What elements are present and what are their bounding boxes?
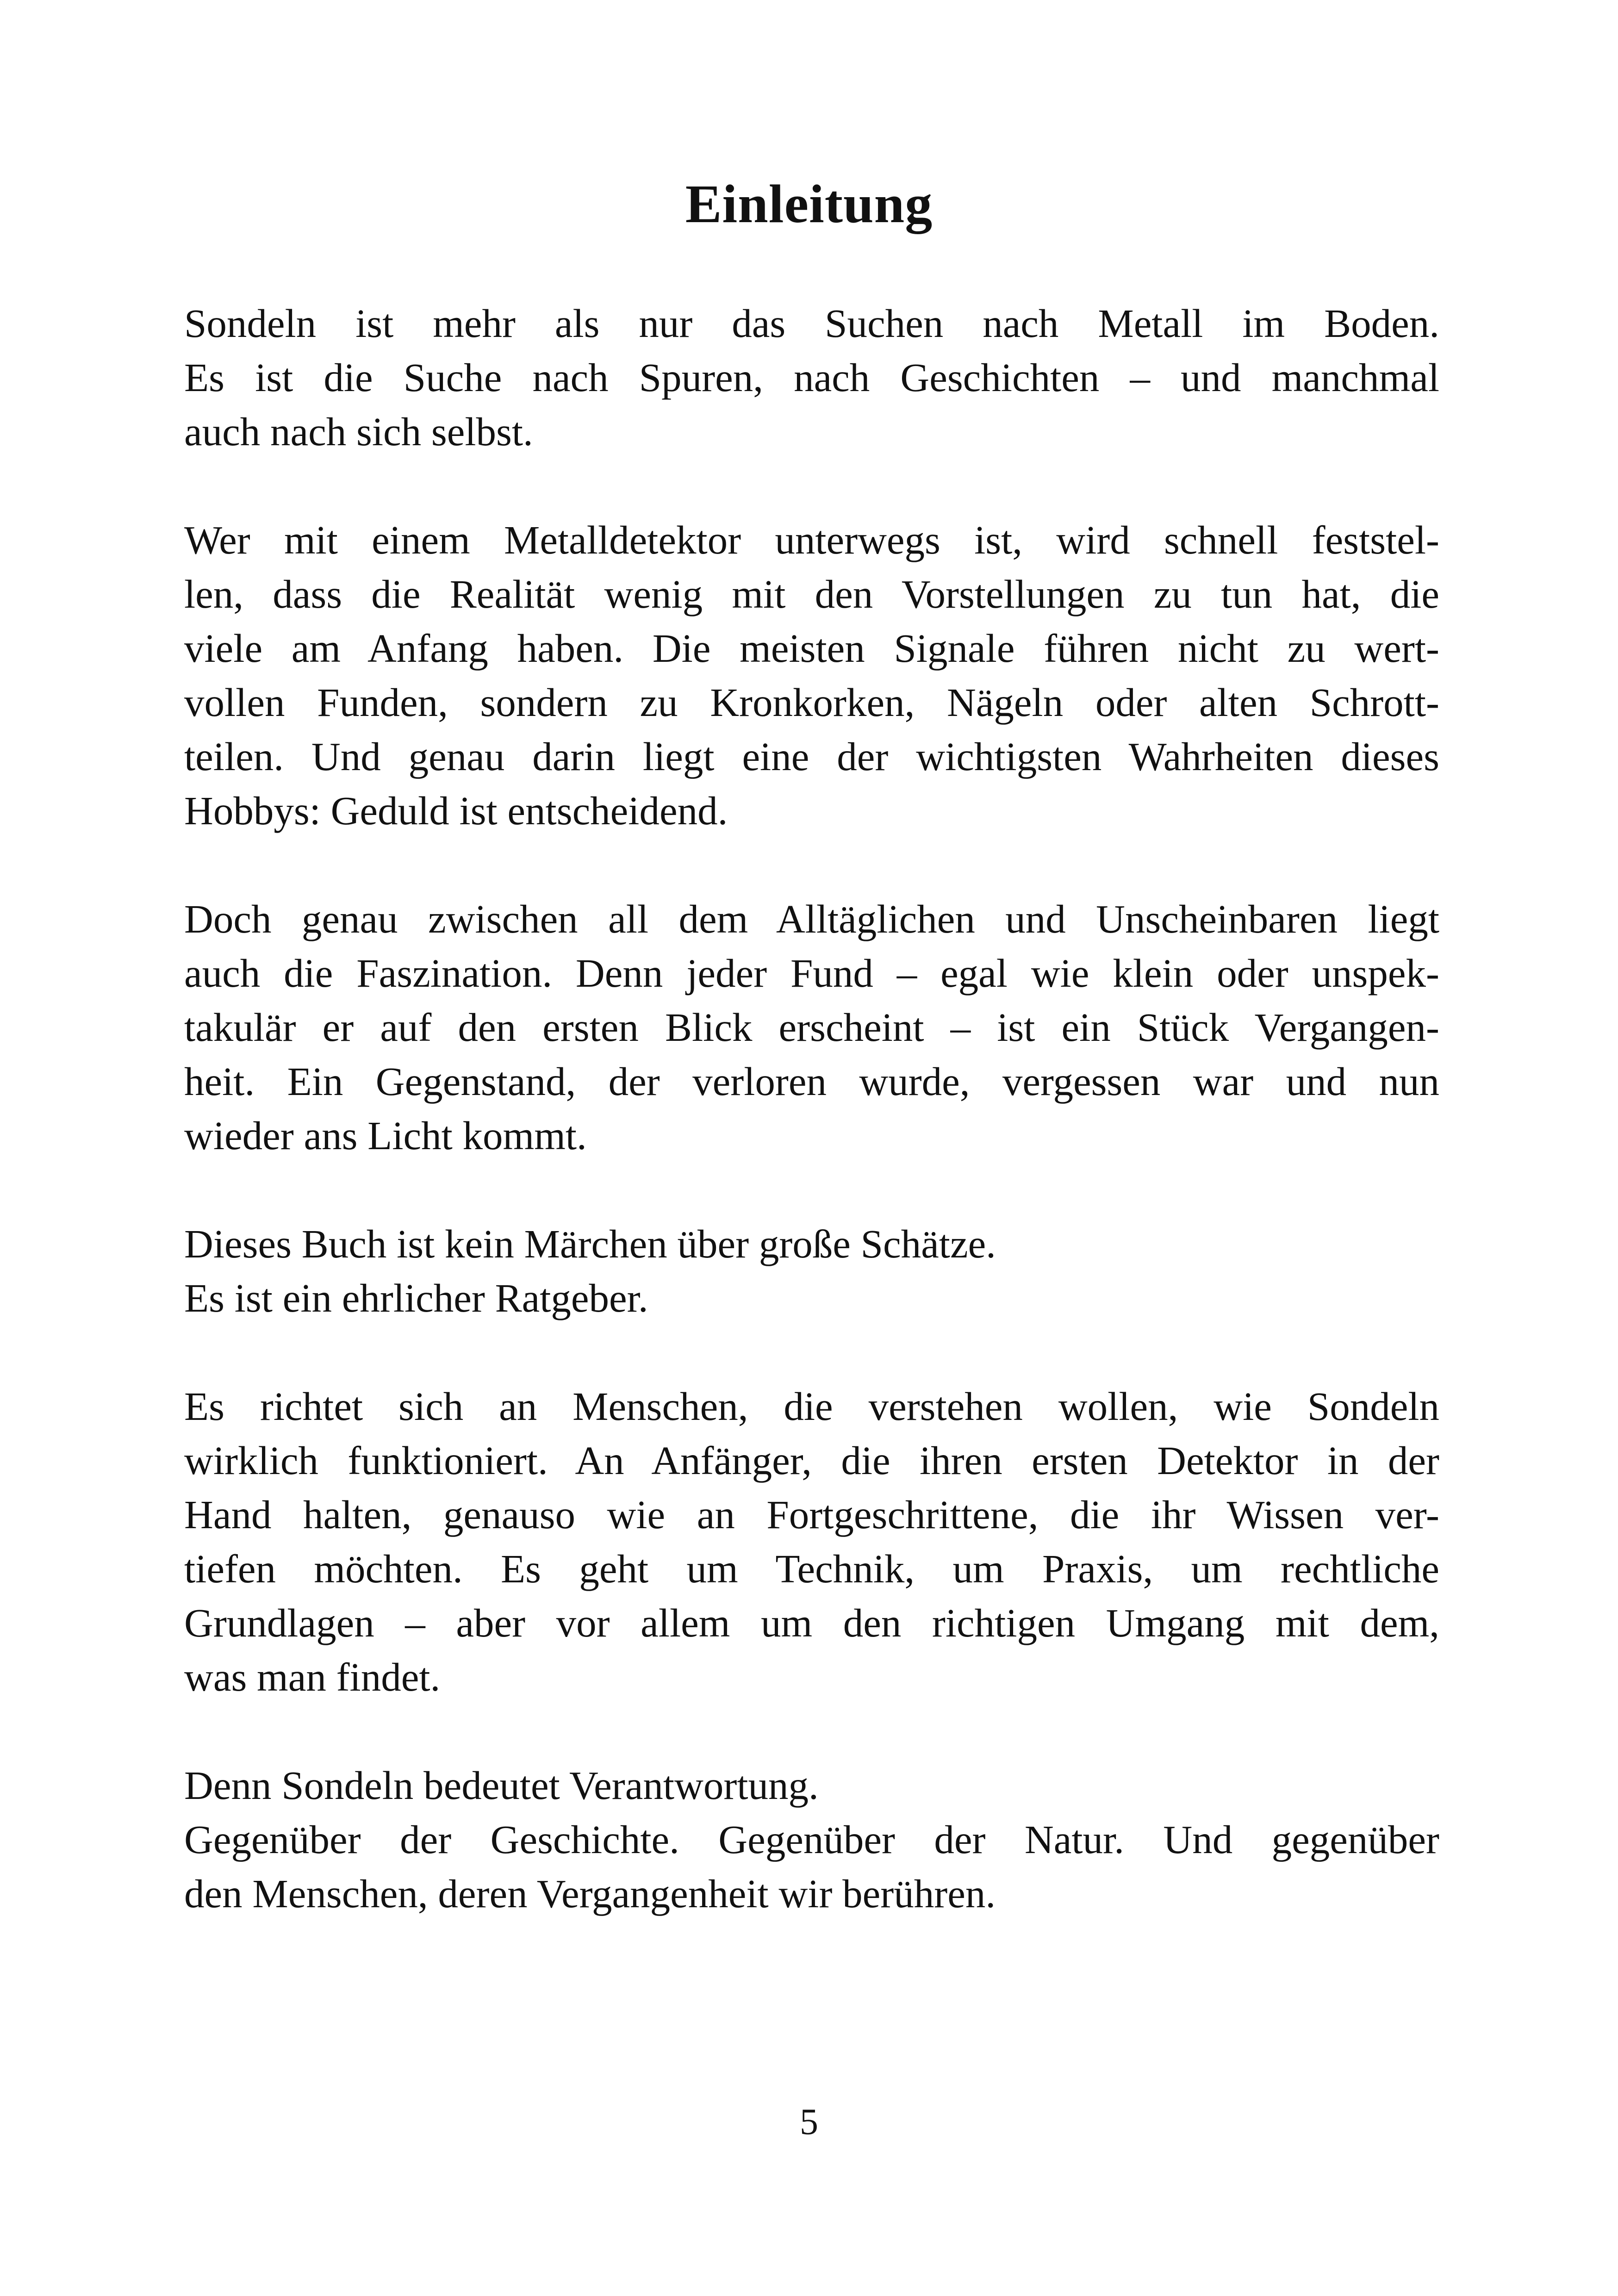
text-line: Gegenüber der Geschichte. Gegenüber der Natur. Und gegenüber — [184, 1817, 1439, 1862]
paragraph-2 — [184, 513, 1439, 838]
text-line: was man findet. — [184, 1655, 441, 1699]
text-line: heit. Ein Gegenstand, der verloren wurde, vergessen war und nun — [184, 1059, 1439, 1104]
text-line: tiefen möchten. Es geht um Technik, um Praxis, um rechtliche — [184, 1546, 1439, 1591]
text-line: Dieses Buch ist kein Märchen über große Schätze. — [184, 1221, 996, 1266]
text-line: Es ist ein ehrlicher Ratgeber. — [184, 1276, 648, 1320]
text-line: Denn Sondeln bedeutet Verantwortung. — [184, 1763, 819, 1808]
text-line: Wer mit einem Metalldetektor unterwegs ist, wird schnell feststel- — [184, 517, 1439, 562]
text-line: Doch genau zwischen all dem Alltäglichen und Unscheinbaren liegt — [184, 896, 1439, 941]
text-line: wieder ans Licht kommt. — [184, 1113, 587, 1158]
text-line: auch die Faszination. Denn jeder Fund – egal wie klein oder unspek- — [184, 951, 1439, 996]
text-line: Sondeln ist mehr als nur das Suchen nach Metall im Boden. — [184, 301, 1439, 346]
text-line: Hand halten, genauso wie an Fortgeschrittene, die ihr Wissen ver- — [184, 1492, 1439, 1537]
text-line: wirklich funktioniert. An Anfänger, die ihren ersten Detektor in der — [184, 1438, 1439, 1483]
text-line: den Menschen, deren Vergangenheit wir berühren. — [184, 1871, 996, 1916]
paragraph-5 — [184, 1379, 1439, 1704]
text-line: teilen. Und genau darin liegt eine der wichtigsten Wahrheiten dieses — [184, 734, 1439, 779]
text-line: auch nach sich selbst. — [184, 409, 533, 454]
text-line: vollen Funden, sondern zu Kronkorken, Nägeln oder alten Schrott- — [184, 680, 1439, 725]
text-line: viele am Anfang haben. Die meisten Signale führen nicht zu wert- — [184, 626, 1439, 671]
paragraph-1 — [184, 296, 1439, 459]
text-line: Es ist die Suche nach Spuren, nach Geschichten – und manchmal — [184, 355, 1439, 400]
paragraph-3 — [184, 892, 1439, 1163]
text-line: len, dass die Realität wenig mit den Vorstellungen zu tun hat, die — [184, 572, 1439, 616]
chapter-title: Einleitung — [685, 174, 933, 234]
text-line: takulär er auf den ersten Blick erscheint – ist ein Stück Vergangen- — [184, 1005, 1439, 1050]
body-text — [184, 296, 1439, 1975]
text-line: Grundlagen – aber vor allem um den richtigen Umgang mit dem, — [184, 1600, 1439, 1645]
paragraph-4 — [184, 1217, 1439, 1325]
paragraph-6 — [184, 1758, 1439, 1921]
page-number: 5 — [800, 2102, 818, 2142]
text-line: Hobbys: Geduld ist entscheidend. — [184, 788, 728, 833]
text-line: Es richtet sich an Menschen, die verstehen wollen, wie Sondeln — [184, 1384, 1439, 1429]
